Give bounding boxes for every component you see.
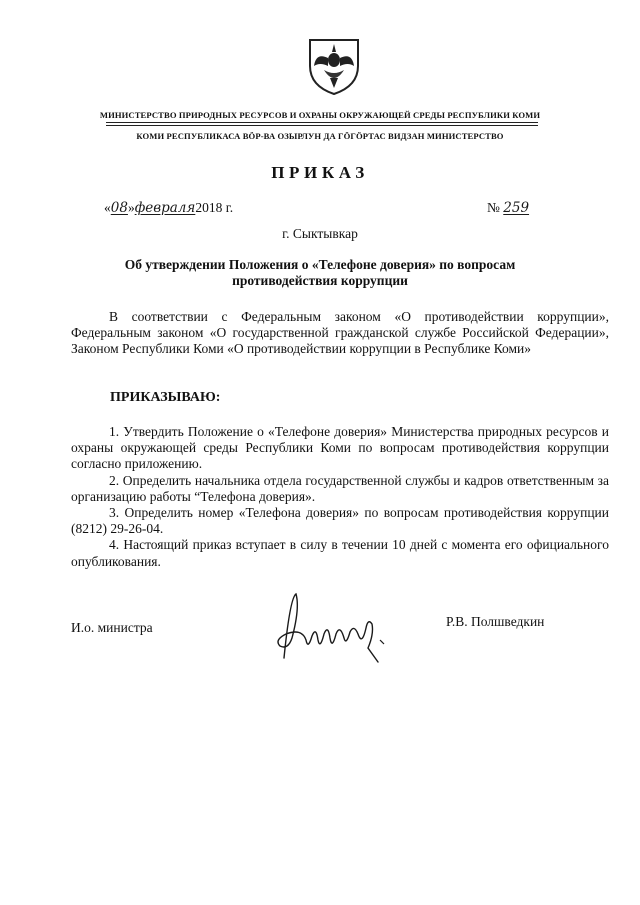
header-divider-top bbox=[106, 122, 538, 123]
coat-of-arms-emblem bbox=[306, 36, 362, 96]
document-city: г. Сыктывкар bbox=[282, 226, 358, 241]
intro-paragraph: В соответствии с Федеральным законом «О противодействии коррупции», Федеральным законом «О государственной гражданской службе Российской Федерации», Законом Республики Коми «О противодействии коррупции в Республике Коми» bbox=[71, 309, 609, 357]
order-keyword: ПРИКАЗЫВАЮ: bbox=[110, 390, 221, 405]
date-open-quote: « bbox=[104, 200, 111, 215]
signatory-name: Р.В. Полшведкин bbox=[446, 614, 545, 629]
document-title: ПРИКАЗ bbox=[271, 163, 369, 182]
header-divider-bottom bbox=[106, 125, 538, 126]
subject-line-2: противодействия коррупции bbox=[232, 273, 408, 288]
date-year: 2018 г. bbox=[195, 200, 234, 215]
order-item-1: 1. Утвердить Положение о «Телефоне доверия» Министерства природных ресурсов и охраны окружающей среды Республики Коми по вопросам противодействия коррупции согласно приложению. bbox=[71, 424, 609, 472]
date-close-quote: » bbox=[127, 200, 135, 215]
document-subject bbox=[100, 257, 540, 289]
subject-line-1: Об утверждении Положения о «Телефоне доверия» по вопросам bbox=[124, 257, 516, 272]
date-day-handwritten: 08 bbox=[110, 200, 128, 216]
order-item-2: 2. Определить начальника отдела государственной службы и кадров ответственным за организацию работы “Телефона доверия». bbox=[71, 472, 609, 504]
signatory-position: И.о. министра bbox=[71, 620, 153, 635]
number-label: № bbox=[487, 200, 500, 215]
document-number bbox=[487, 200, 529, 216]
ministry-name-russian: МИНИСТЕРСТВО ПРИРОДНЫХ РЕСУРСОВ И ОХРАНЫ ОКРУЖАЮЩЕЙ СРЕДЫ РЕСПУБЛИКИ КОМИ bbox=[99, 110, 541, 120]
order-items bbox=[71, 424, 609, 570]
number-value-handwritten: 259 bbox=[503, 200, 530, 216]
document-date bbox=[104, 200, 233, 216]
order-item-3: 3. Определить номер «Телефона доверия» по вопросам противодействия коррупции (8212) 29-26-04. bbox=[71, 505, 609, 537]
order-item-4: 4. Настоящий приказ вступает в силу в течении 10 дней с момента его официального опубликования. bbox=[71, 537, 609, 569]
ministry-name-komi: КОМИ РЕСПУБЛИКАСА ВӦР-ВА ОЗЫРЛУН ДА ГӦГӦРТАС ВИДЗАН МИНИСТЕРСТВО bbox=[136, 131, 504, 141]
handwritten-signature bbox=[262, 588, 402, 668]
date-month-handwritten: февраля bbox=[134, 200, 196, 216]
